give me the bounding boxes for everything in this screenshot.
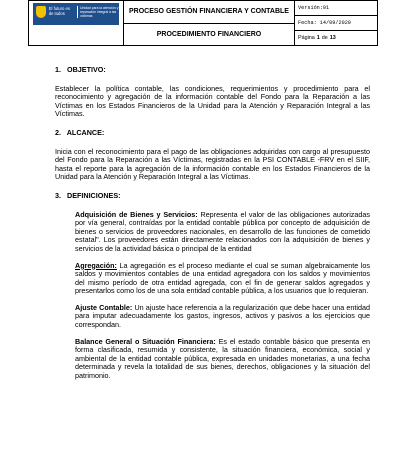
section-title-definiciones xyxy=(55,192,370,201)
definition-item xyxy=(75,211,370,254)
section-number: 1. xyxy=(55,65,61,74)
definition-term: Balance General o Situación Financiera: xyxy=(75,336,216,346)
page-prefix: Página xyxy=(298,35,315,41)
process-title: PROCESO GESTIÓN FINANCIERA Y CONTABLE xyxy=(124,1,294,24)
definition-text: La agregación es el proceso mediante el cual se suman algebraicamente los saldos y movimientos contables de una entidad agregadora con los saldos y movimientos del mismo período de otra entidad agregada, con el fin de generar saldos agregados y presentarlos como los de una sola entidad contable pública, a los usuarios que lo requieran. xyxy=(75,260,370,296)
section-heading: ALCANCE: xyxy=(66,127,105,137)
definition-text: Es el estado contable básico que presenta en forma clasificada, resumida y consistente, la situación financiera, económica, social y ambiental de la entidad contable pública, expresada en unidades monetarias, a una fecha determinada y revela la totalidad de sus bienes, derechos, obligaciones y la situación del patrimonio. xyxy=(75,336,371,381)
page-of: de xyxy=(321,35,328,41)
definitions-list xyxy=(75,211,370,381)
shield-icon xyxy=(36,6,46,18)
definition-text: Representa el valor de las obligaciones autorizadas por vía general, contraídas por la entidad contable pública por concepto de adquisición de bienes o servicios de proveedores nacionales, en desarrollo de las funciones de cometido estatal". Los proveedores están directamente relacionados con la adquisición de bienes y servicios de la actividad básica o principal de la entidad xyxy=(75,209,370,253)
definition-item xyxy=(75,304,370,330)
section-heading: OBJETIVO: xyxy=(67,65,106,74)
definition-item xyxy=(75,262,370,296)
alcance-text: Inicia con el reconocimiento para el pago de las obligaciones adquiridas con cargo al presupuesto del Fondo para la Reparación a las Víctimas, registradas en la PSI CONTABLE -FRV en el SIIF, hasta el reporte para la agregación de la información contable en los Estados Financieros de la Unidad para la Atención y Reparación Integral a las Víctimas. xyxy=(55,146,370,182)
definition-text: Un ajuste hace referencia a la regularización que debe hacer una entidad para imputar adecuadamente los gastos, ingresos, activos y pasivos a los ejercicios que correspondan. xyxy=(75,302,371,330)
section-title-alcance xyxy=(55,129,370,138)
logo-unit-name: Unidad para la atención y reparación integral a las víctimas xyxy=(77,6,119,18)
section-heading: DEFINICIONES: xyxy=(67,190,121,200)
logo-cell xyxy=(29,1,124,45)
section-number: 3. xyxy=(55,190,61,200)
objetivo-text: Establecer la política contable, las condiciones, requerimientos y procedimiento para el reconocimiento y agregación de la información contable del Fondo para la Reparación a las Víctimas en los Estados Financieros de la Unidad para la Atención y Reparación Integral a las Víctimas. xyxy=(55,83,370,119)
version-label: Versión:01 xyxy=(295,1,377,16)
document-body xyxy=(55,56,370,389)
section-title-objetivo xyxy=(55,66,370,75)
section-number: 2. xyxy=(55,127,61,137)
definition-term: Agregación: xyxy=(75,260,117,270)
page-current: 1 xyxy=(316,35,320,41)
page-total: 13 xyxy=(329,35,336,41)
document-header xyxy=(28,0,378,46)
header-meta xyxy=(295,1,377,45)
definition-item xyxy=(75,338,370,381)
definition-term: Ajuste Contable: xyxy=(75,302,133,312)
government-logo xyxy=(33,3,119,25)
date-label: Fecha: 14/09/2020 xyxy=(295,16,377,31)
logo-slogan: El futuro es de todos xyxy=(48,6,70,16)
procedure-title: PROCEDIMIENTO FINANCIERO xyxy=(156,30,262,38)
definition-term: Adquisición de Bienes y Servicios: xyxy=(75,209,198,219)
header-titles xyxy=(124,1,295,45)
page-indicator xyxy=(295,31,377,45)
